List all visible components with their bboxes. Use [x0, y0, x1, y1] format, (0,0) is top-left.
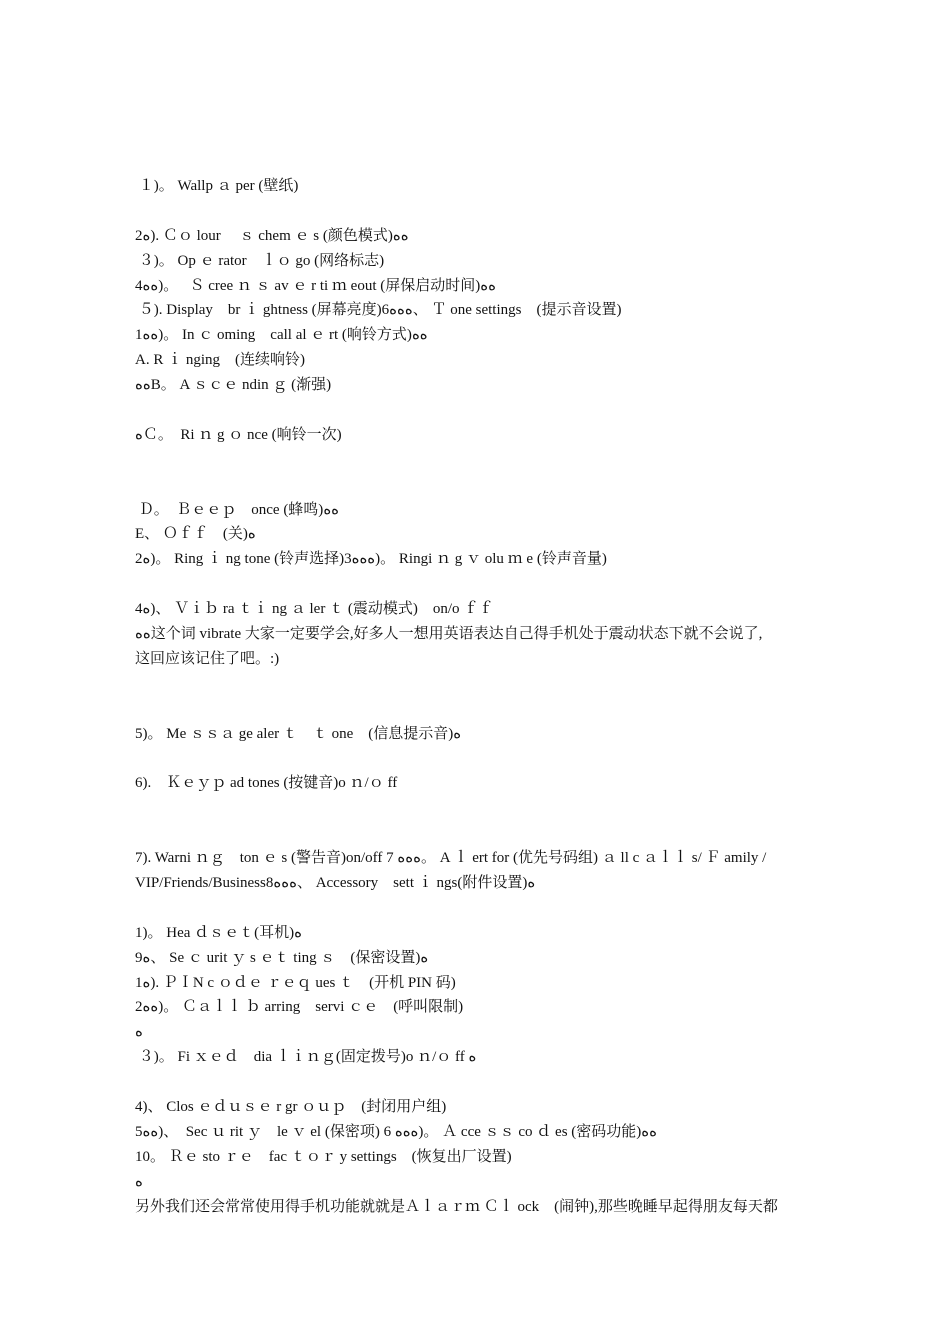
- text-line: 7). Warni ｎｇ ton ｅ s (警告音)on/off 7 ﻩﻩﻩ。 A ｌ ert for (优先号码组) ａ ll c ａｌｌ s/ Ｆ amily /: [135, 850, 767, 867]
- text-line: ５). Display br ｉ ghtness (屏幕亮度)6ﻩﻩﻩ、 Ｔ one settings (提示音设置): [135, 302, 622, 319]
- text-line: 5ﻩﻩ)、 Sec ｕ rit ｙ le ｖ el (保密项) 6 ﻩﻩﻩ)。 Ａ cce ｓｓ co ｄ es (密码功能)ﻩﻩ: [135, 1123, 658, 1140]
- blank-line: [135, 199, 815, 224]
- text-line: 2ﻩﻩ)。 Ｃａｌｌ ｂ arring servi ｃｅ (呼叫限制): [135, 999, 464, 1016]
- blank-line: [135, 672, 815, 697]
- text-line: 9ﻩ、 Se ｃ urit ｙ s ｅｔ ting ｓ (保密设置)ﻩ: [135, 949, 429, 966]
- blank-line: [135, 1070, 815, 1095]
- text-line: VIP/Friends/Business8ﻩﻩﻩ、 Accessory sett ｉ ngs(附件设置)ﻩ: [135, 874, 536, 891]
- blank-line: [135, 448, 815, 473]
- document-body: [135, 174, 815, 1219]
- text-line: A. R ｉ nging (连续响铃): [135, 352, 305, 369]
- text-line: 4ﻩﻩ)。 Ｓ cree ｎ ｓ av ｅ r ti ｍ eout (屏保启动时间)ﻩﻩ: [135, 277, 496, 294]
- text-line: E、 Ｏｆｆ (关)ﻩ: [135, 526, 256, 543]
- text-line: 4ﻩ)、 Ｖｉｂ ra ｔｉ ng ａ ler ｔ (震动模式) on/o ｆｆ: [135, 601, 494, 618]
- text-line: 5)。 Me ｓｓａ ge aler ｔ ｔ one (信息提示音)ﻩ: [135, 725, 462, 742]
- text-line: 另外我们还会常常使用得手机功能就就是Ａｌａｒｍ Ｃｌ ock (闹钟),那些晚睡早起得朋友每天都: [135, 1198, 778, 1215]
- text-line: 1ﻩﻩ)。 In ｃ oming call al ｅ rt (响铃方式)ﻩﻩ: [135, 327, 428, 344]
- text-line: ﻩＣ。 Ri ｎ g ｏ nce (响铃一次): [135, 426, 342, 443]
- text-line: ﻩ: [135, 1024, 143, 1041]
- text-line: ﻩﻩ这个词 vibrate 大家一定要学会,好多人一想用英语表达自己得手机处于震动状态下就不会说了,: [135, 626, 763, 643]
- text-line: ﻩ: [135, 1173, 143, 1190]
- text-line: 4)、 Clos ｅｄｕｓｅ r gr ｏｕｐ (封闭用户组): [135, 1098, 447, 1115]
- blank-line: [135, 746, 815, 771]
- blank-line: [135, 896, 815, 921]
- text-line: 这回应该记住了吧。:): [135, 650, 280, 667]
- blank-line: [135, 796, 815, 821]
- text-line: １)。 Wallp ａ per (壁纸): [135, 178, 299, 194]
- blank-line: [135, 821, 815, 846]
- blank-line: [135, 398, 815, 423]
- text-line: Ｄ。 Ｂｅｅｐ once (蜂鸣)ﻩﻩ: [135, 501, 340, 518]
- blank-line: [135, 473, 815, 498]
- text-line: 2ﻩ). Ｃｏ lour ｓ chem ｅ s (颜色模式)ﻩﻩ: [135, 227, 409, 244]
- blank-line: [135, 697, 815, 722]
- text-line: 6). Ｋｅｙｐ ad tones (按键音)o ｎ/ｏ ff: [135, 775, 398, 792]
- blank-line: [135, 572, 815, 597]
- text-line: ﻩﻩB。 A ｓｃｅ ndin ｇ (渐强): [135, 377, 332, 394]
- text-line: 1)。 Hea ｄｓｅｔ(耳机)ﻩ: [135, 924, 302, 941]
- text-line: 2ﻩ)。 Ring ｉ ng tone (铃声选择)3ﻩﻩﻩ)。 Ringi ｎ g ｖ olu ｍ e (铃声音量): [135, 551, 607, 568]
- text-line: ３)。 Fi ｘｅｄ dia ｌｉｎｇ(固定拨号)o ｎ/ｏ ff ﻩ: [135, 1049, 477, 1066]
- text-line: 10。 Ｒｅ sto ｒｅ fac ｔｏｒ y settings (恢复出厂设置): [135, 1148, 512, 1165]
- text-line: ３)。 Op ｅ rator ｌｏ go (网络标志): [135, 252, 385, 269]
- text-line: 1ﻩ). ＰＩN c ｏｄｅ ｒｅｑ ues ｔ (开机 PIN 码): [135, 974, 456, 991]
